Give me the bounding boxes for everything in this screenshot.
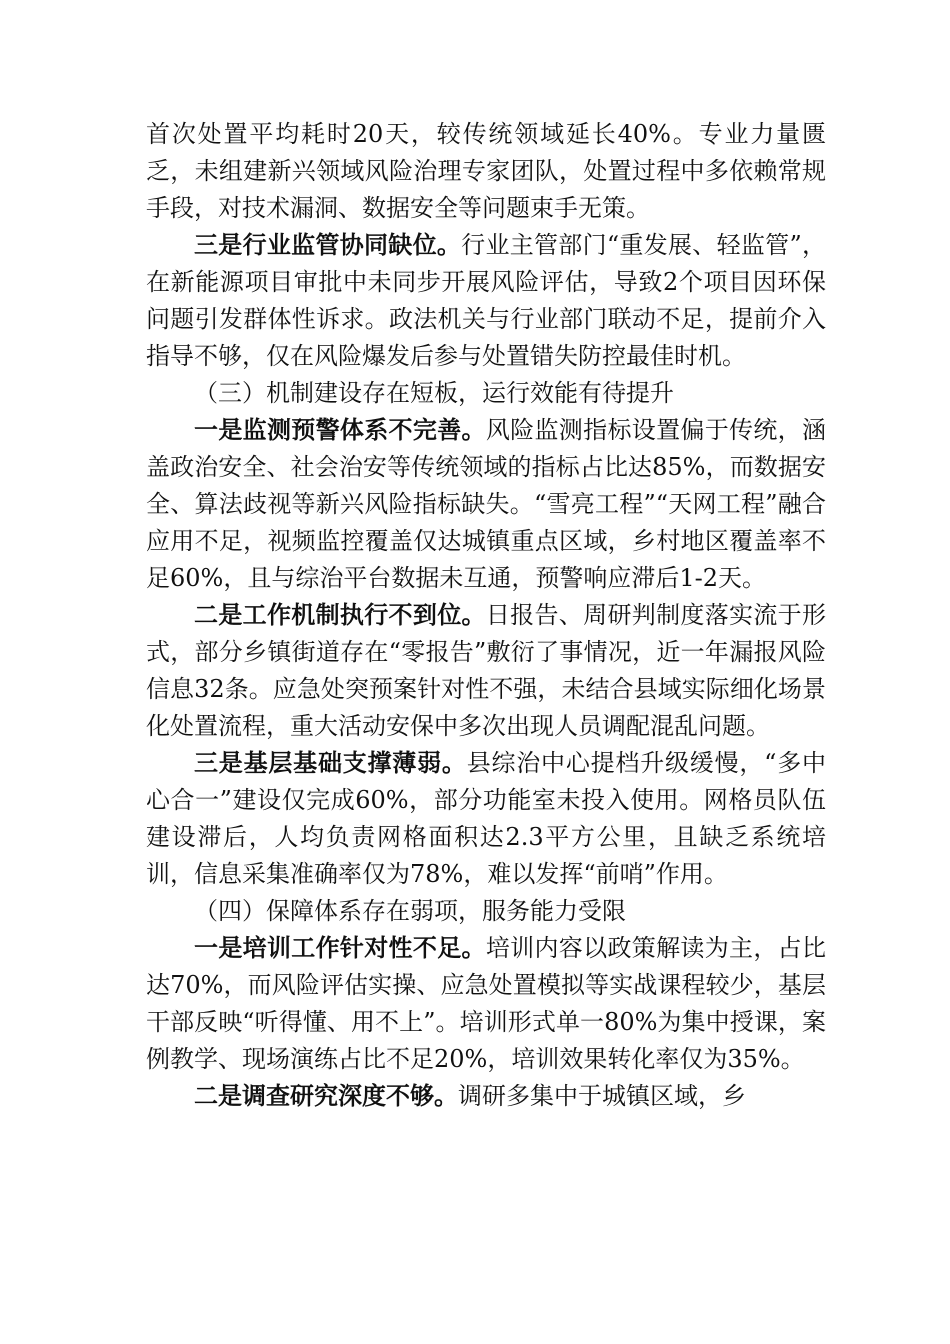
paragraph-text: 调研多集中于城镇区域，乡 <box>458 1082 746 1110</box>
paragraph-text: 行业主管部门“重发展、轻监管”，在新能源项目审批中未同步开展风险评估，导致2个项目因环保问题引发群体性诉求。政法机关与行业部门联动不足，提前介入指导不够，仅在风险爆发后参与处置错失防控最佳时机。 <box>146 231 826 370</box>
document-body <box>146 116 826 1115</box>
paragraph-text: 县综治中心提档升级缓慢，“多中心合一”建设仅完成60%，部分功能室未投入使用。网格员队伍建设滞后，人均负责网格面积达2.3平方公里，且缺乏系统培训，信息采集准确率仅为78%，难以发挥“前哨”作用。 <box>146 749 826 888</box>
paragraph-research <box>146 1078 826 1115</box>
paragraph-lead: 二是调查研究深度不够。 <box>194 1082 458 1110</box>
paragraph-lead: 一是培训工作针对性不足。 <box>194 934 486 962</box>
paragraph-work-mechanism <box>146 597 826 745</box>
section-heading-3: （三）机制建设存在短板，运行效能有待提升 <box>194 379 674 407</box>
paragraph-text: 日报告、周研判制度落实流于形式，部分乡镇街道存在“零报告”敷衍了事情况，近一年漏报风险信息32条。应急处突预案针对性不强，未结合县域实际细化场景化处置流程，重大活动安保中多次出现人员调配混乱问题。 <box>146 601 827 740</box>
paragraph-lead: 三是行业监管协同缺位。 <box>194 231 462 259</box>
paragraph-continuation <box>146 116 826 227</box>
paragraph-grassroots-support <box>146 745 826 893</box>
paragraph-training <box>146 930 826 1078</box>
paragraph-lead: 二是工作机制执行不到位。 <box>194 601 486 629</box>
paragraph-text: 风险监测指标设置偏于传统，涵盖政治安全、社会治安等传统领域的指标占比达85%，而数据安全、算法歧视等新兴风险指标缺失。“雪亮工程”“天网工程”融合应用不足，视频监控覆盖仅达城镇重点区域，乡村地区覆盖率不足60%，且与综治平台数据未互通，预警响应滞后1-2天。 <box>146 416 827 592</box>
paragraph-lead: 三是基层基础支撑薄弱。 <box>194 749 467 777</box>
paragraph-lead: 一是监测预警体系不完善。 <box>194 416 486 444</box>
paragraph-monitoring-warning <box>146 412 826 597</box>
section-heading-4: （四）保障体系存在弱项，服务能力受限 <box>194 897 626 925</box>
paragraph-text: 培训内容以政策解读为主，占比达70%，而风险评估实操、应急处置模拟等实战课程较少，基层干部反映“听得懂、用不上”。培训形式单一80%为集中授课，案例教学、现场演练占比不足20%，培训效果转化率仅为35%。 <box>146 934 827 1073</box>
paragraph-text: 首次处置平均耗时20天，较传统领域延长40%。专业力量匮乏，未组建新兴领域风险治理专家团队，处置过程中多依赖常规手段，对技术漏洞、数据安全等问题束手无策。 <box>146 120 826 222</box>
paragraph-industry-supervision <box>146 227 826 375</box>
